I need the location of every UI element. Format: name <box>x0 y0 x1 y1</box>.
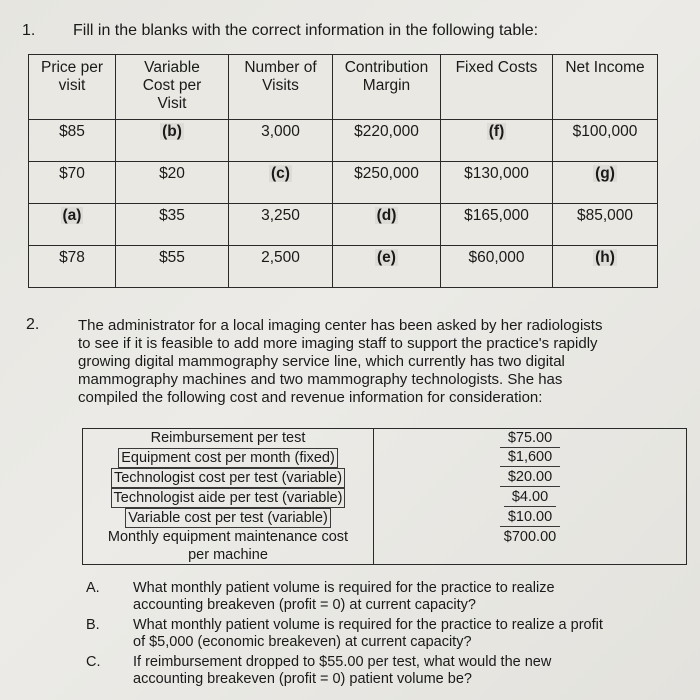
question-2-number: 2. <box>26 316 40 333</box>
subquestion-b <box>133 617 693 651</box>
table-row <box>83 528 687 546</box>
cell-blank-g: (g) <box>553 162 658 204</box>
cell-blank-b: (b) <box>116 120 229 162</box>
cell: $70 <box>29 162 116 204</box>
cost-value: $4.00 <box>374 488 687 508</box>
table-row <box>29 204 658 246</box>
header-contribution-margin: Contribution Margin <box>333 55 441 120</box>
cost-label: Technologist cost per test (variable) <box>83 468 374 488</box>
body-line: growing digital mammography service line, which currently has two digital <box>78 353 565 370</box>
cell: $85 <box>29 120 116 162</box>
cost-value: $20.00 <box>374 468 687 488</box>
cell: $165,000 <box>441 204 553 246</box>
cell-blank-c: (c) <box>229 162 333 204</box>
header-number-of-visits: Number of Visits <box>229 55 333 120</box>
cost-value <box>374 546 687 565</box>
cell: $20 <box>116 162 229 204</box>
cost-label: Technologist aide per test (variable) <box>83 488 374 508</box>
table-row <box>83 508 687 528</box>
header-net-income: Net Income <box>553 55 658 120</box>
table-header-row <box>29 55 658 120</box>
cell: $60,000 <box>441 246 553 288</box>
subquestion-a <box>133 580 693 614</box>
body-line: The administrator for a local imaging center has been asked by her radiologists <box>78 317 603 334</box>
cell: $35 <box>116 204 229 246</box>
body-line: to see if it is feasible to add more imaging staff to support the practice's rapidly <box>78 335 598 352</box>
subquestion-c <box>133 654 693 688</box>
table-row <box>29 120 658 162</box>
subquestion-line: accounting breakeven (profit = 0) at current capacity? <box>133 597 476 613</box>
cost-value: $75.00 <box>374 429 687 449</box>
cell-blank-h: (h) <box>553 246 658 288</box>
cell: $100,000 <box>553 120 658 162</box>
table-row <box>83 429 687 449</box>
table-row <box>83 448 687 468</box>
question-1-number: 1. <box>22 22 36 39</box>
table-row <box>29 162 658 204</box>
header-variable-cost: Variable Cost per Visit <box>116 55 229 120</box>
cost-value: $700.00 <box>374 528 687 546</box>
cell: $130,000 <box>441 162 553 204</box>
table-row <box>29 246 658 288</box>
breakeven-table <box>28 54 658 288</box>
table-row <box>83 546 687 565</box>
cost-label: per machine <box>83 546 374 565</box>
cell: $85,000 <box>553 204 658 246</box>
cell: 3,000 <box>229 120 333 162</box>
header-fixed-costs: Fixed Costs <box>441 55 553 120</box>
cell-blank-a: (a) <box>29 204 116 246</box>
cell: $78 <box>29 246 116 288</box>
subquestion-line: What monthly patient volume is required for the practice to realize <box>133 580 555 596</box>
cell-blank-d: (d) <box>333 204 441 246</box>
subquestion-letter-c: C. <box>86 654 101 670</box>
subquestion-letter-b: B. <box>86 617 100 633</box>
cell-blank-f: (f) <box>441 120 553 162</box>
question-1-prompt: Fill in the blanks with the correct information in the following table: <box>73 22 539 39</box>
table-row <box>83 488 687 508</box>
cell-blank-e: (e) <box>333 246 441 288</box>
subquestion-letter-a: A. <box>86 580 100 596</box>
subquestion-line: accounting breakeven (profit = 0) patient volume be? <box>133 671 472 687</box>
subquestion-line: What monthly patient volume is required for the practice to realize a profit <box>133 617 603 633</box>
cost-value: $10.00 <box>374 508 687 528</box>
cell: $250,000 <box>333 162 441 204</box>
body-line: compiled the following cost and revenue information for consideration: <box>78 389 543 406</box>
question-2-body <box>78 317 678 407</box>
cell: 3,250 <box>229 204 333 246</box>
cell: $220,000 <box>333 120 441 162</box>
cost-label: Reimbursement per test <box>83 429 374 449</box>
cost-label: Equipment cost per month (fixed) <box>83 448 374 468</box>
body-line: mammography machines and two mammography technologists. She has <box>78 371 563 388</box>
subquestion-line: If reimbursement dropped to $55.00 per test, what would the new <box>133 654 552 670</box>
subquestion-line: of $5,000 (economic breakeven) at current capacity? <box>133 634 472 650</box>
cost-revenue-table <box>82 428 687 565</box>
table-row <box>83 468 687 488</box>
header-price-per-visit: Price per visit <box>29 55 116 120</box>
cell: $55 <box>116 246 229 288</box>
cost-label: Monthly equipment maintenance cost <box>83 528 374 546</box>
cost-value: $1,600 <box>374 448 687 468</box>
cost-label: Variable cost per test (variable) <box>83 508 374 528</box>
cell: 2,500 <box>229 246 333 288</box>
